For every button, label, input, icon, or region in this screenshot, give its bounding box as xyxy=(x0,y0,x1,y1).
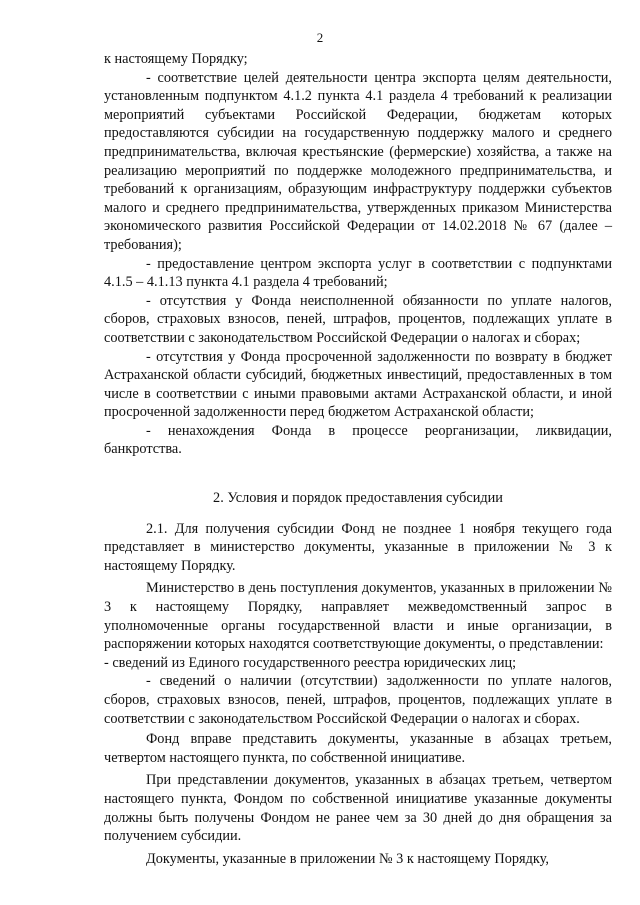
paragraph-no-tax-debt: - отсутствия у Фонда неисполненной обязанности по уплате налогов, сборов, страховых взносов, пеней, штрафов, процентов, подлежащих уплате в соответствии с законодательством Российской Федерации о налогах и сборах; xyxy=(104,292,612,346)
paragraph-export-services: - предоставление центром экспорта услуг в соответствии с подпунктами 4.1.5 – 4.1.13 пункта 4.1 раздела 4 требований; xyxy=(104,255,612,291)
paragraph-documents-appendix: Документы, указанные в приложении № 3 к настоящему Порядку, xyxy=(146,850,549,867)
document-body xyxy=(104,50,612,868)
page-number: 2 xyxy=(316,30,324,45)
list-item-tax-debt-info: - сведений о наличии (отсутствии) задолженности по уплате налогов, сборов, страховых взносов, пеней, штрафов, процентов, подлежащих уплате в соответствии с законодательством Российской Федерации о налогах и сборах. xyxy=(104,673,612,727)
paragraph-own-initiative: Фонд вправе представить документы, указанные в абзацах третьем, четвертом настоящего пункта, по собственной инициативе. xyxy=(104,731,612,766)
paragraph-document-timing: При представлении документов, указанных в абзацах третьем, четвертом настоящего пункта, Фондом по собственной инициативе указанные документы должны быть получены Фондом не ранее чем за 30 дней до дня обращения за получением субсидии. xyxy=(104,772,612,845)
paragraph-continuation: к настоящему Порядку; xyxy=(104,51,248,67)
paragraph-interagency-request: Министерство в день поступления документов, указанных в приложении № 3 к настоящему Порядку, направляет межведомственный запрос в уполномоченные органы государственной власти и иные организации, в распоряжении которых находятся соответствующие документы, о представлении: xyxy=(104,580,612,653)
paragraph-2-1: 2.1. Для получения субсидии Фонд не позднее 1 ноября текущего года представляет в министерство документы, указанные в приложении № 3 к настоящему Порядку. xyxy=(104,520,612,574)
list-item-egrul: - сведений из Единого государственного реестра юридических лиц; xyxy=(104,654,517,671)
paragraph-no-budget-debt: - отсутствия у Фонда просроченной задолженности по возврату в бюджет Астраханской области субсидий, бюджетных инвестиций, предоставленных в том числе в соответствии с иными правовыми актами Астраханской области, и иной просроченной задолженности перед бюджетом Астраханской области; xyxy=(104,348,612,421)
section-heading: 2. Условия и порядок предоставления субсидии xyxy=(213,490,503,507)
paragraph-export-center-goals: - соответствие целей деятельности центра экспорта целям деятельности, установленным подпунктом 4.1.2 пункта 4.1 раздела 4 требований к реализации мероприятий субъектами Российской Федерации, бюджетам которых предоставляются субсидии на государственную поддержку малого и среднего предпринимательства, включая крестьянские (фермерские) хозяйства, а также на реализацию мероприятий по поддержке молодежного предпринимательства, и требований к организациям, образующим инфраструктуру поддержки субъектов малого и среднего предпринимательства, утвержденных приказом Министерства экономического развития Российской Федерации от 14.02.2018 № 67 (далее – требования); xyxy=(104,69,612,253)
paragraph-not-in-reorganization: - ненахождения Фонда в процессе реорганизации, ликвидации, банкротства. xyxy=(104,422,612,458)
